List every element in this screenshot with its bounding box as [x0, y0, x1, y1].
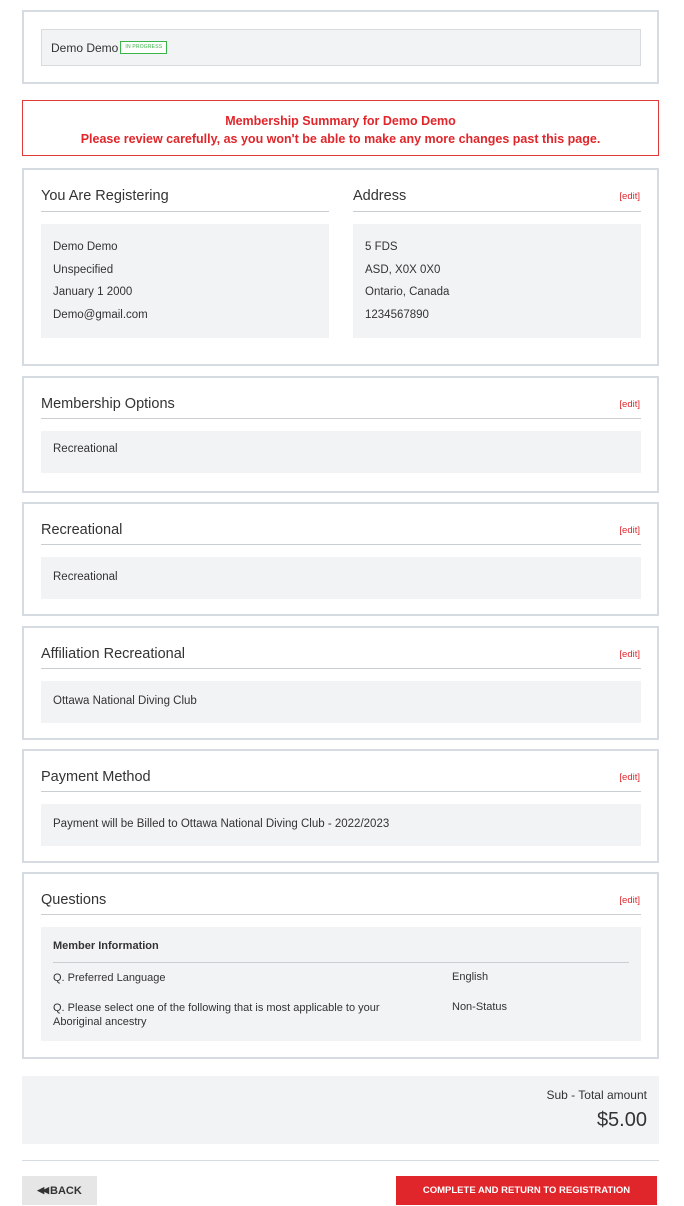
status-badge: IN PROGRESS [120, 41, 167, 54]
footer-divider [22, 1160, 659, 1161]
registering-details [41, 224, 329, 338]
question-group-title: Member Information [53, 940, 159, 952]
payment-method-title: Payment Method [41, 769, 151, 785]
membership-options-card [22, 376, 659, 493]
membership-options-title: Membership Options [41, 396, 175, 412]
recreational-content [41, 557, 641, 599]
member-header-card [22, 10, 659, 84]
complete-registration-button[interactable] [396, 1176, 657, 1205]
question-answer: English [452, 971, 489, 983]
registering-title: You Are Registering [41, 188, 169, 204]
affiliation-divider [41, 668, 641, 669]
complete-button-label: COMPLETE AND RETURN TO REGISTRATION [422, 1185, 631, 1196]
recreational-value: Recreational [53, 571, 118, 583]
subtotal-panel [22, 1076, 659, 1144]
warning-title: Membership Summary for Demo Demo [225, 114, 456, 128]
registrant-birthdate: January 1 2000 [53, 286, 133, 298]
address-divider [353, 211, 641, 212]
double-chevron-left-icon: ◀◀ [37, 1185, 48, 1195]
warning-message: Please review carefully, as you won't be able to make any more changes past this page. [80, 132, 601, 146]
payment-method-content [41, 804, 641, 846]
membership-options-value: Recreational [53, 443, 118, 455]
address-title: Address [353, 188, 407, 204]
registrant-name: Demo Demo [53, 241, 118, 253]
recreational-card [22, 502, 659, 616]
affiliation-value: Ottawa National Diving Club [53, 695, 197, 707]
membership-options-content [41, 431, 641, 473]
address-edit-link[interactable]: [edit] [619, 191, 640, 202]
back-button[interactable] [22, 1176, 97, 1205]
recreational-title: Recreational [41, 522, 123, 538]
address-street: 5 FDS [365, 241, 398, 253]
questions-divider [41, 914, 641, 915]
affiliation-content [41, 681, 641, 723]
address-phone: 1234567890 [365, 308, 429, 321]
question-text: Q. Please select one of the following that is most applicable to your Aboriginal ancestry [53, 1002, 380, 1028]
questions-title: Questions [41, 892, 107, 908]
questions-edit-link[interactable]: [edit] [619, 895, 640, 906]
registering-card [22, 168, 659, 366]
payment-method-edit-link[interactable]: [edit] [619, 772, 640, 783]
questions-content [41, 927, 641, 1041]
registrant-email: Demo@gmail.com [53, 308, 148, 321]
questions-card [22, 872, 659, 1059]
affiliation-title: Affiliation Recreational [41, 646, 186, 662]
affiliation-edit-link[interactable]: [edit] [619, 649, 640, 660]
address-details [353, 224, 641, 338]
affiliation-card [22, 626, 659, 740]
registrant-gender: Unspecified [53, 263, 114, 276]
membership-options-edit-link[interactable]: [edit] [619, 399, 640, 410]
question-text: Q. Preferred Language [53, 972, 166, 984]
recreational-edit-link[interactable]: [edit] [619, 525, 640, 536]
question-group-divider [53, 962, 629, 963]
payment-method-divider [41, 791, 641, 792]
address-city-postal: ASD, X0X 0X0 [365, 263, 441, 276]
member-bar [41, 29, 641, 66]
member-name: Demo Demo [51, 40, 119, 55]
back-button-label: BACK [50, 1184, 82, 1197]
question-answer: Non-Status [452, 1001, 508, 1013]
membership-options-divider [41, 418, 641, 419]
registering-divider [41, 211, 329, 212]
payment-method-value: Payment will be Billed to Ottawa National Diving Club - 2022/2023 [53, 818, 390, 830]
review-warning [22, 100, 659, 156]
subtotal-label: Sub - Total amount [546, 1088, 647, 1102]
address-province-country: Ontario, Canada [365, 286, 450, 298]
recreational-divider [41, 544, 641, 545]
payment-method-card [22, 749, 659, 863]
subtotal-amount: $5.00 [596, 1109, 647, 1131]
